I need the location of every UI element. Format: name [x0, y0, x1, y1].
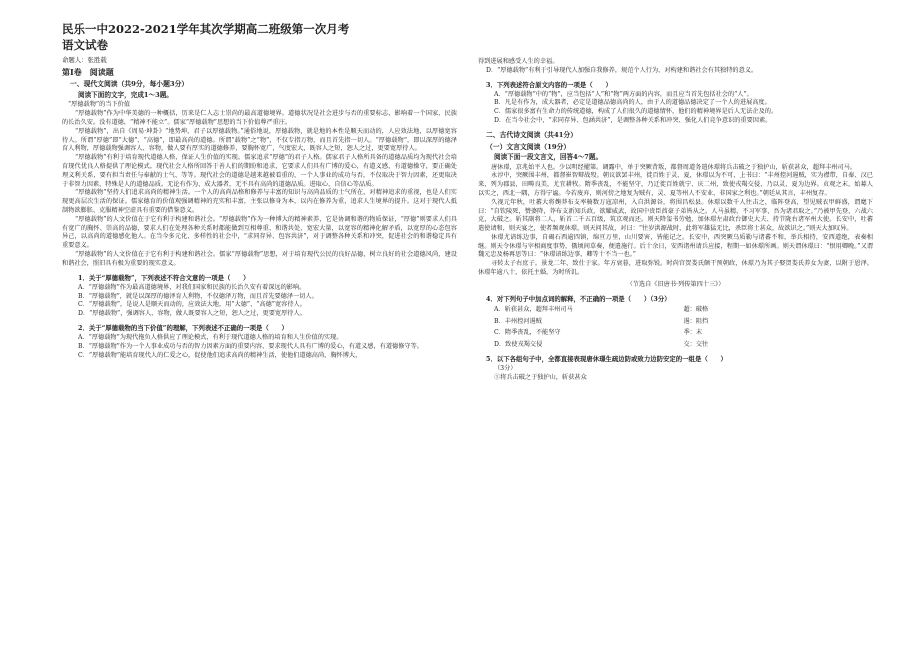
article-paragraph: “厚德载物”作为中华美德的一种概括，历来是仁人志士崇尚的最高道德境界。道德状况是社会进步与否的重要标志，影响着一个国家、民族的长治久安。没有道德，“精神不能立”。儒家“厚德载物”思想的当下价值尊严重庄。 — [62, 110, 457, 127]
article-paragraph: “厚德载物”有利于培育现代道德人格，保证人生价值的实现。儒家追求“厚德”的君子人格。儒家君子人格所具备的道德品质均为现代社会培育现代优良人格提供了理论模式。现代社会人格所回答于善人们的期盼和追求，它要求人们具有广博的爱心，有道义感，有道德操守，要正确处理义利关系，要有担当责任与奉献的士气、等等。现代社会的道德是越来越被看重的，一个人事业的成功与否，不仅取决于智力因素，还更取决于非智力因素，特殊是人的道德品质。无论有作为、成大器者，无不具有高尚的道德品质。进取心、自信心等品质。 — [62, 154, 457, 188]
q3-option-c: C．儒家很多富有生命力的传统道德，构成了人们很久的道德情怀，他们的精神境界是后人无法企及的。 — [494, 108, 778, 116]
q3-option-b: B．凡是有作为，成大器者，必定是道德品德高尚的人，由于人的道德品德决定了一个人的进展高度。 — [494, 99, 771, 107]
article-paragraph: “厚德载物”的人文价值在于它有利于构建和谐社会。“厚德载物”作为一种博大的精神素养，它是协调和谐的物质保证，“厚德”则要求人们具有宽广的胸怀、崇高的品德，要求人们在处理各种关系时都能做到互相尊重，和谐共处，宽宏大量，以宽容的精神化解矛盾，以宽厚的心态包容异己，以高尚的道德感化他人。在当今多元化、多样性的社会中，“求同存异、包容共济”，对于调整各种关系和冲突，促进社会的和谐稳定具有重要意义。 — [62, 215, 457, 250]
q4-option-b: B．丰州控河遏贼 — [494, 317, 542, 325]
q4-option-c-gloss: 季：末 — [683, 329, 703, 337]
question-1: 1．关于“厚德载物”，下列表述不符合文意的一项是（ ） — [78, 273, 250, 282]
exam-author: 命题人：张胜载 — [62, 56, 107, 65]
q2-option-d: D．“厚德载物”有利于引导现代人加强自我修养，规范个人行为，对构建和谐社会有其独特的意义。 — [486, 66, 758, 74]
reading-instruction-2: 阅读下面一段文言文，回答4～7题。 — [494, 153, 603, 162]
q4-option-c: C．隋季丧乱，不能坚守 — [494, 329, 561, 337]
right-column — [478, 0, 873, 383]
classical-paragraph: 久视元年秋，吐蕃大将麹莽布支率骑数万寇凉州，入自洪源谷，将围昌松县。休璟以数千人往击之，临阵登高，望见贼衣甲鲜盛，谓麾下曰：“自钦陵死，赞婆降，莽布支新知兵政，欲耀威武，故国中贵臣酋豪子弟皆从之。人马虽精，不习军事，吾为诸君取之。”乃被甲先登，六战六克，大破之。斩其副将二人，斩首二千五百级，筑京观而还。则天降玺书劳勉，加休璟左肃政台御史大夫、持节陇右诸军州大使。长安中，吐蕃遣使请和，则天宴之，使者频观休璟，则天问其故，对曰：“往岁洪源战时，此将军雄猛无比，杀臣将士甚众，故欲识之。”则天大加叹异。 — [478, 198, 873, 233]
q1-option-d: D．“厚德载物”，强调容人、容物，做人既要容人之短，恕人之过，更要宽厚待人。 — [78, 310, 306, 318]
q5-score: （3分） — [494, 365, 517, 373]
left-column — [62, 0, 457, 360]
classical-paragraph: 永淳中，突厥围丰州，都督崔智辩战殁。朝议欲罢丰州，徙百姓于灵、夏，休璟以为不可，上书曰：“丰州控河遏贼，实为襟带，自秦、汉已来，列为郡县，田畴良美，尤宜耕牧。隋季丧乱，不能坚守，乃迁徙百姓就宁、庆二州，致使戎羯交侵，乃以灵、夏为边界。贞观之末，始募人以实之，西北一隅，方得宁谧。今若废弃，则河傍之地复为贼有，灵、夏等州人不安业，非国家之利也。”朝廷从其言，丰州复存。 — [478, 172, 873, 197]
q4-options — [494, 306, 873, 350]
classical-paragraph: 唐休璟，京兆始平人也。少以明经擢第。调露中，单于突厥背叛，都督周道务遣休璟将兵击破之于独护山，斩获甚众，超拜丰州司马。 — [491, 163, 857, 171]
q2-option-b: B．“厚德载物”作为一个人事业成功与否的智力因素方面的重要内容，要求现代人具有广博的爱心，有道义感，有道德修守等。 — [78, 342, 423, 350]
exam-title-line2: 语文试卷 — [62, 37, 108, 52]
passage-source: （节选自《旧唐书·列传第四十三》） — [626, 280, 725, 288]
q2-option-c: C．“厚德载物”能培育现代人的仁爱之心，促使他们追求高尚的精神生活，使他们道德高尚、胸怀博大， — [78, 351, 362, 359]
q4-option-b-gloss: 遏：阻挡 — [683, 317, 709, 325]
question-3: 3．下列表述符合原文内容的一项是（ ） — [486, 80, 612, 89]
article-paragraph: “厚德载物”的人文价值在于它有利于构建和谐社会。儒家“厚德载物”思想，对于培育现代公民的良好品德，树立良好的社会道德风尚，建设和谐社会，照旧具有极为重要的现实意义。 — [62, 251, 457, 267]
part-heading: 第Ⅰ卷 阅读题 — [62, 67, 114, 78]
classical-paragraph: 寻转太子右庶子。景龙二年，致仕于家。年方衰暮，进取弥锐。时尚宫贺娄氏颇干预朝政，休璟乃为其子娶贺娄氏养女为妻，以附于恩泽。休璟年逾八十，依托主婚，为时所讥。 — [478, 260, 873, 277]
q4-option-a: A．斩获甚众，超拜丰州司马 — [494, 305, 573, 313]
question-2: 2．关于“厚德载物的当下价值”的理解，下列表述不正确的一项是（ ） — [78, 323, 288, 332]
question-4: 4．对下列句子中加点词的解释，不正确的一项是（ ）（3分） — [486, 294, 671, 303]
q1-option-b: B．“厚德载物”，就是以深厚的德泽育人利物，不仅德泽万物，而且首先要德泽一切人。 — [78, 292, 318, 300]
q3-option-a: A．“厚德载物”中的“物”，应当包括“人”和“物”两方面的内容，而且应当首先包括社会的“人”。 — [494, 90, 753, 98]
article-title: “厚德载物”的当下价值 — [68, 101, 131, 109]
classical-paragraph: 休璟尤谙练边事，自碣石西逾四镇，绵亘万里，山川要害，皆能记之。长安中，西突厥乌质勒与诸蕃不和，举兵相持，安西道绝，表奏相继。则天令休璟与宰相商度事势，俄顷间草奏，便遣施行。后十余日，安西诸州请兵应接，程期一如休璟所画。则天谓休璟曰：“恨用卿晚。”又谓魏元忠及杨再思等曰：“休璟谙练边事，卿等十不当一也。” — [478, 233, 873, 259]
exam-title-line1: 民乐一中2022-2021学年其次学期高二班级第一次月考 — [62, 22, 350, 36]
section-heading-2: 二、古代诗文阅读（共41分） — [486, 130, 578, 139]
question-5: 5．以下各组句子中，全都直接表现唐休璟生疏边防或致力边防安定的一组是（ ） — [486, 354, 727, 363]
q1-option-a: A．“厚德载物”作为最高道德境界，对我们国家和民族的长治久安有着深远的影响。 — [78, 283, 306, 291]
article-paragraph: “厚德载物”坚持人们追求高尚的精神生活。一个人的高尚品格和修养与丰富的知识与高尚品质的士气所在，对精神追求的重视，也是人们实现更高层次生活的保证。儒家德育的价值观强调精神的充实和丰富，主张以修身为本，以内在修养为重，追求人生境界的提升。这对于现代人抵制物欲膨胀、克服精神空虚具有重要的借鉴意义。 — [62, 189, 457, 215]
q4-option-d-gloss: 交：交往 — [683, 341, 709, 349]
reading-instruction: 阅读下面的文字，完成1～3题。 — [78, 91, 173, 100]
q3-option-d: D．在当今社会中，“求同存异、包涵共济”，是调整各种关系和冲突、强化人们竞争意识的重要因素。 — [494, 117, 772, 125]
q2-option-a: A．“厚德载物”为现代拖负人格供应了理论模式，有利于现代道德人格的培育和人生价值的实现。 — [78, 334, 343, 341]
section-heading-1: 一、现代文阅读（共9分，每小题3分） — [70, 80, 189, 89]
q5-item-1: ①将兵击破之于独护山，斩获甚众 — [494, 373, 587, 381]
q1-option-c: C．“厚德载物”，是说人是顺天而动的，应效法大地，用“大德”、“高德”宽容待人。 — [78, 301, 306, 309]
subsection-heading: （一）文言文阅读（19分） — [486, 142, 571, 151]
q2-option-c-continued: 得到进展和感受人生的幸福。 — [478, 58, 559, 65]
q4-option-a-gloss: 超：破格 — [683, 305, 709, 313]
q4-option-d: D．致使戎羯交侵 — [494, 341, 543, 349]
article-paragraph: “厚德载物”，出自《周易·坤卦》“地势坤，君子以厚德载物。”通俗地说，厚德载物，就是地的本性是顺天而动的，人应效法地，以厚德宽容待人。所谓“厚德”即“大德”、“高德”，即最高尚的道德。所谓“载物”之“物”，不仅专指万物，而且首先指一切人。“厚德载物”，即以深厚的德泽育人利物，厚德载物强调容人、容物，做人要有厚实的道德修养，要胸怀宽广，气度宏大，既容人之短，恕人之过，更要宽厚待人。 — [62, 127, 457, 153]
